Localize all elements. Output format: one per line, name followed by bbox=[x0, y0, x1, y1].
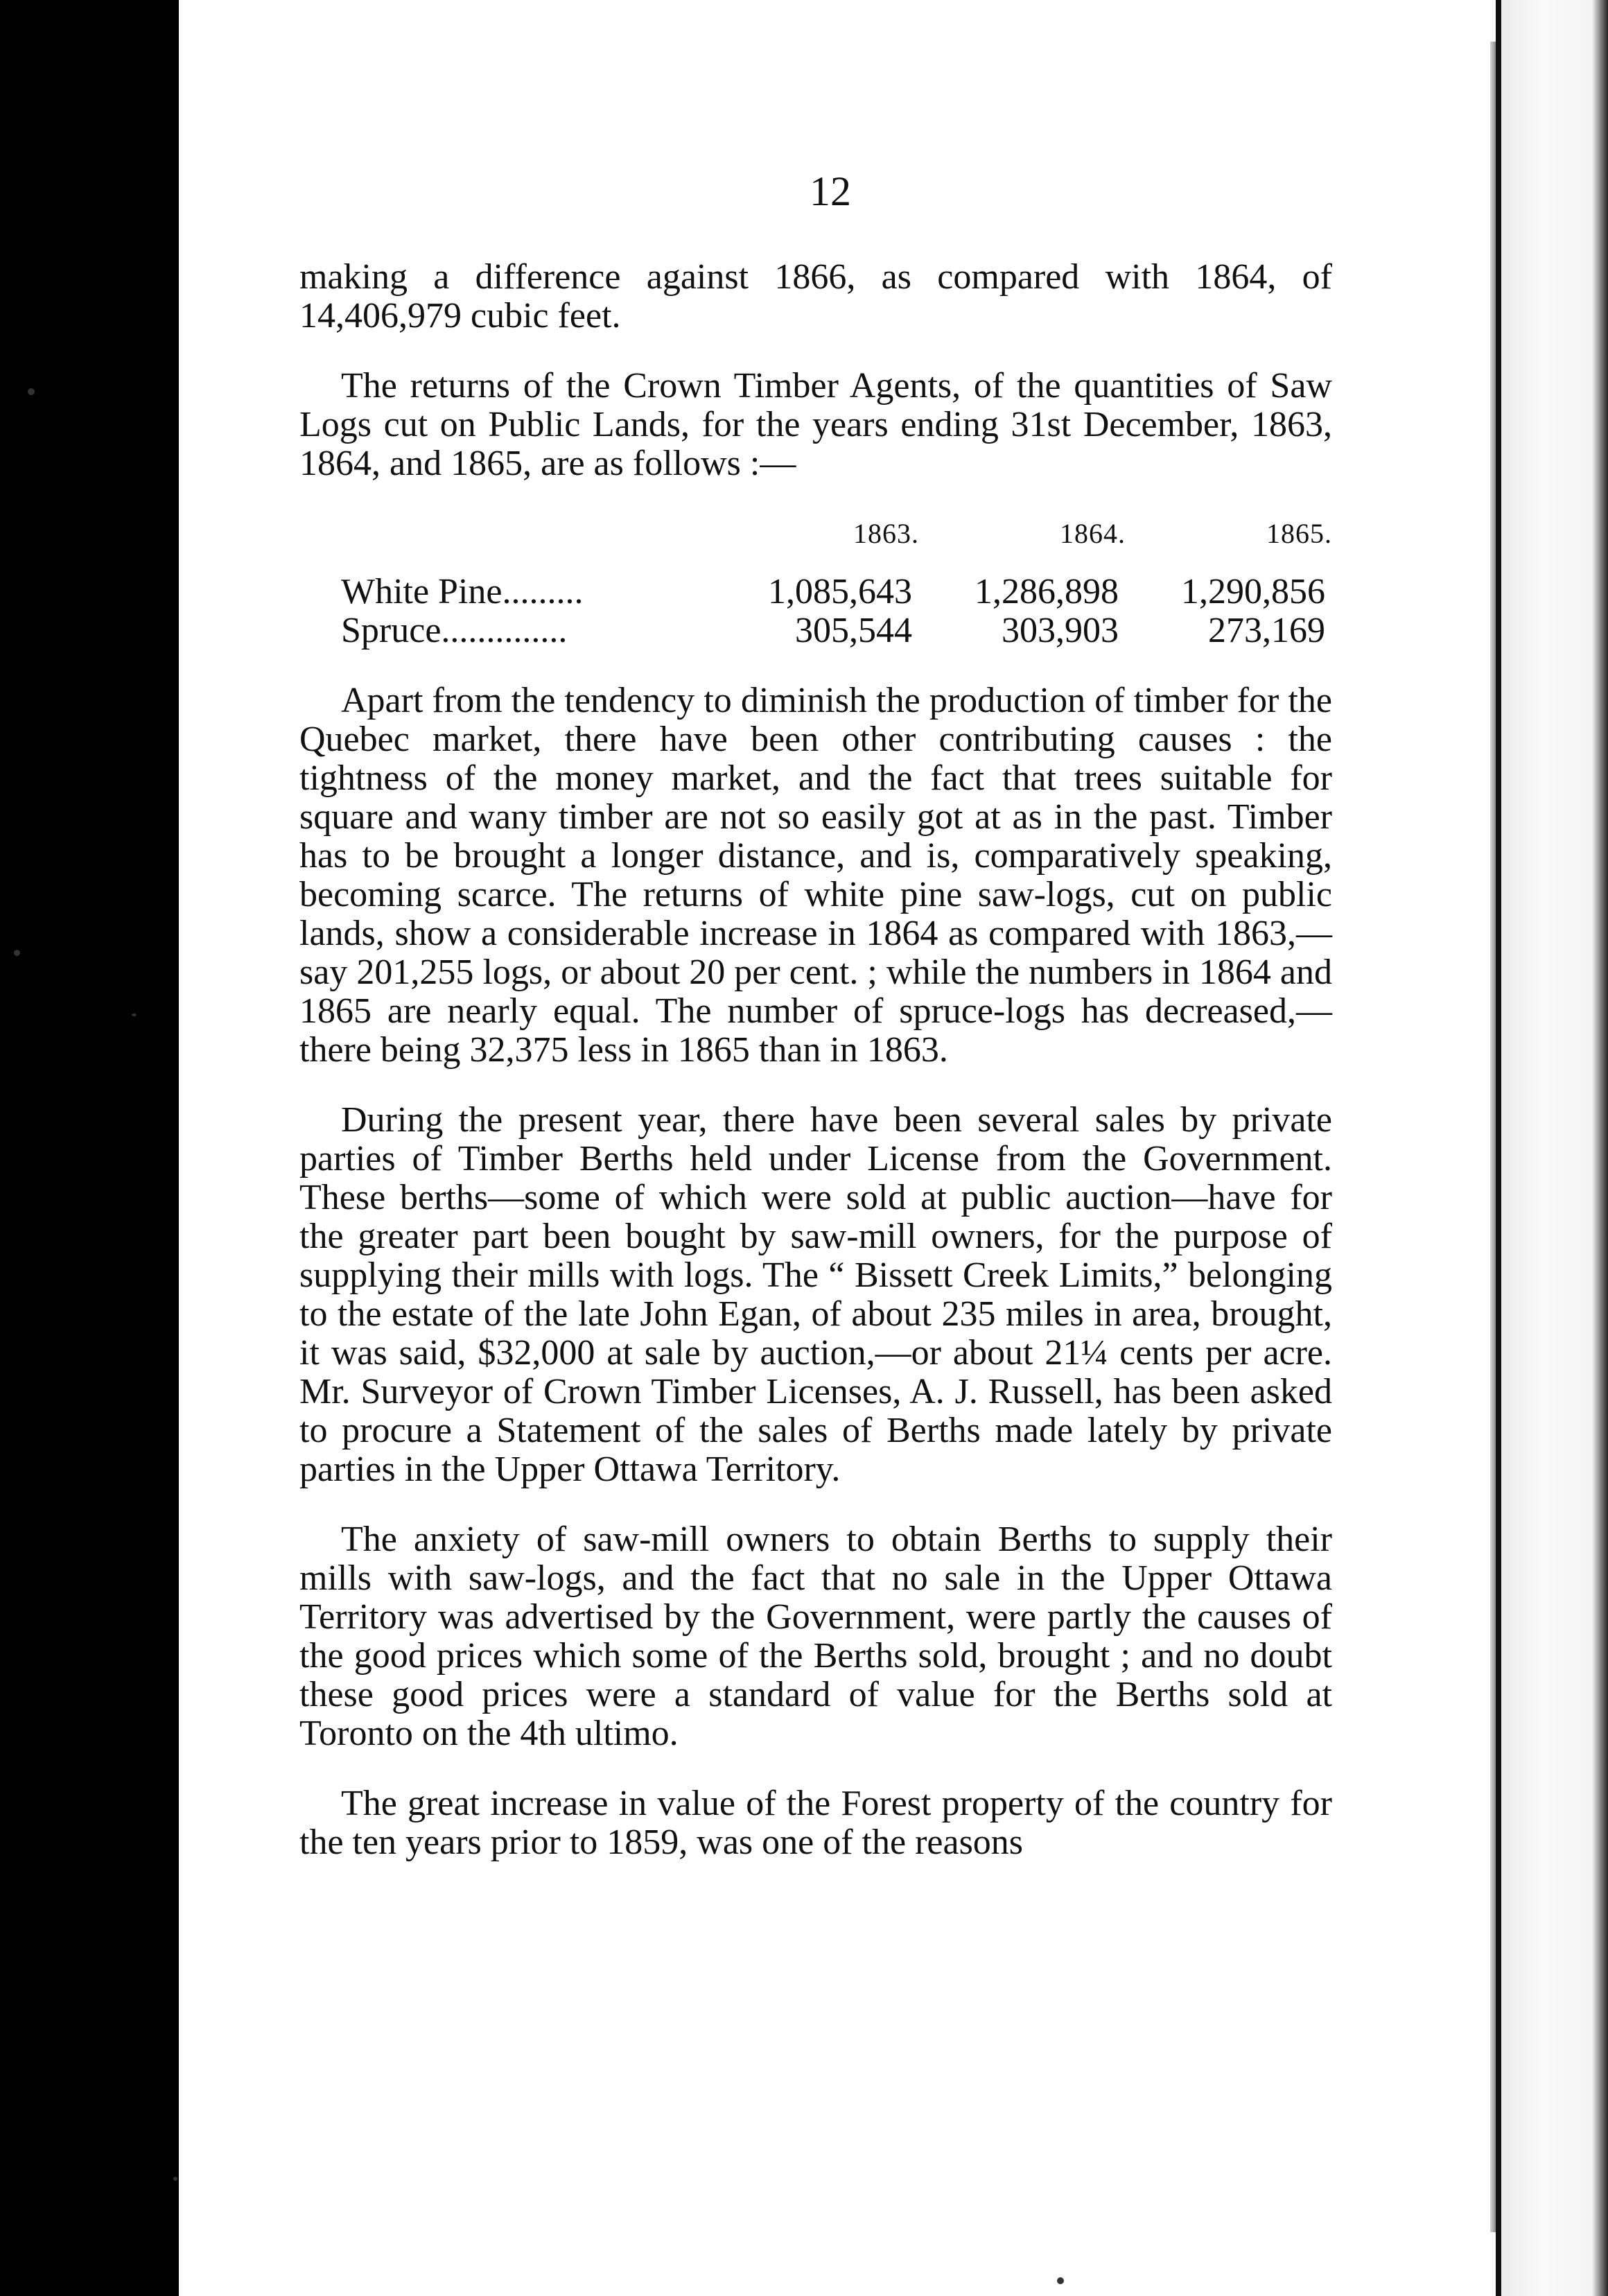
table-row bbox=[299, 611, 1332, 650]
scan-speck bbox=[173, 2177, 177, 2181]
scan-speck bbox=[28, 388, 35, 395]
cell-1864: 1,286,898 bbox=[975, 572, 1119, 611]
table-header-label bbox=[299, 514, 713, 573]
scan-speck bbox=[14, 950, 20, 956]
page-edge bbox=[1496, 0, 1501, 2296]
table-header-1863: 1863. bbox=[853, 518, 919, 549]
paragraph-anxiety: The anxiety of saw-mill owners to obtain Berths to supply their mills with saw-logs, and the fact that no sale in the Upper Ottawa Territory was advertised by the Government, were partly the causes of the good prices which some of the Berths sold, brought ; and no doubt these good prices were a standard of value for the Berths sold at Toronto on the 4th ultimo. bbox=[299, 1520, 1332, 1753]
paragraph-returns-intro: The returns of the Crown Timber Agents, of the quantities of Saw Logs cut on Public Lands, for the years ending 31st December, 1863, 1864, and 1865, are as follows :— bbox=[299, 366, 1332, 483]
row-label: Spruce.............. bbox=[341, 611, 568, 650]
facing-page-edge bbox=[1501, 0, 1608, 2296]
table-header-1864: 1864. bbox=[1060, 518, 1126, 549]
saw-logs-table bbox=[299, 514, 1332, 650]
cell-1865: 1,290,856 bbox=[1181, 572, 1325, 611]
paragraph-continuation: making a difference against 1866, as compared with 1864, of 14,406,979 cubic feet. bbox=[299, 257, 1332, 336]
paragraph-sales: During the present year, there have been several sales by private parties of Timber Berths held under License from the Government. These berths—some of which were sold at public auction—have for the greater part been bought by saw-mill owners, for the purpose of supplying their mills with logs. The “ Bissett Creek Limits,” belonging to the estate of the late John Egan, of about 235 miles in area, brought, it was said, $32,000 at sale by auction,—or about 21¼ cents per acre. Mr. Surveyor of Crown Timber Licenses, A. J. Russell, has been asked to procure a Statement of the sales of Berths made lately by private parties in the Upper Ottawa Territory. bbox=[299, 1100, 1332, 1489]
scan-speck bbox=[132, 1014, 137, 1016]
scan-speck bbox=[1057, 2277, 1064, 2284]
paragraph-causes: Apart from the tendency to diminish the production of timber for the Quebec market, there have been other contributing causes : the tightness of the money market, and the fact that trees suitable for square and wany timber are not so easily got at as in the past. Timber has to be brought a longer distance, and is, comparatively speaking, becoming scarce. The returns of white pine saw-logs, cut on public lands, show a considerable increase in 1864 as compared with 1863,—say 201,255 logs, or about 20 per cent. ; while the numbers in 1864 and 1865 are nearly equal. The number of spruce-logs has decreased,—there being 32,375 less in 1865 than in 1863. bbox=[299, 681, 1332, 1070]
body-text bbox=[299, 258, 1332, 1893]
cell-1864: 303,903 bbox=[1002, 611, 1119, 650]
paragraph-increase: The great increase in value of the Forest property of the country for the ten years prior to 1859, was one of the reasons bbox=[299, 1784, 1332, 1862]
table-header-1865: 1865. bbox=[1266, 518, 1332, 549]
page-number: 12 bbox=[810, 168, 851, 214]
cell-1863: 305,544 bbox=[795, 611, 912, 650]
cell-1863: 1,085,643 bbox=[768, 572, 912, 611]
row-label: White Pine......... bbox=[341, 572, 584, 611]
cell-1865: 273,169 bbox=[1208, 611, 1325, 650]
table-row bbox=[299, 573, 1332, 611]
